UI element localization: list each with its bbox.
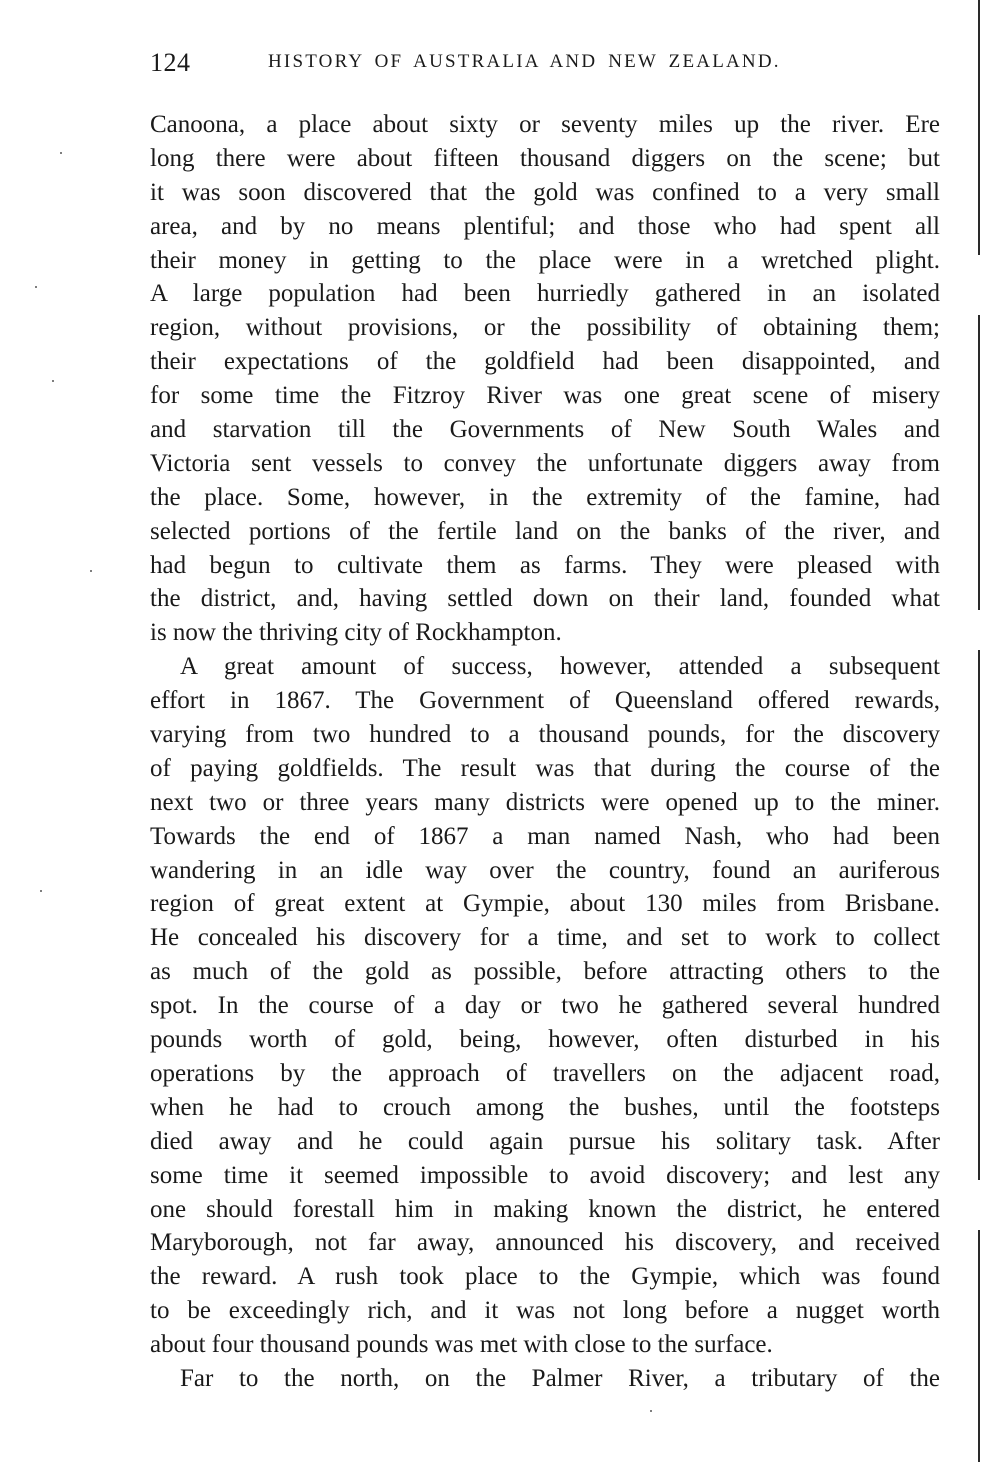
text-line: for some time the Fitzroy River was one great scene of misery [150,382,940,410]
text-line: died away and he could again pursue his solitary task. After [150,1127,940,1155]
scan-edge-gap [976,255,982,315]
text-line: and starvation till the Governments of New South Wales and [150,416,940,444]
text-line: some time it seemed impossible to avoid discovery; and lest any [150,1161,940,1189]
text-line: He concealed his discovery for a time, and set to work to collect [150,924,940,952]
text-line: as much of the gold as possible, before attracting others to the [150,958,940,986]
scan-speck [52,380,54,382]
text-line: the district, and, having settled down on their land, founded what [150,585,940,613]
text-line: operations by the approach of travellers on the adjacent road, [150,1059,940,1087]
paragraph-end-line: is now the thriving city of Rockhampton. [150,619,562,647]
scan-speck [60,152,62,154]
text-line: area, and by no means plentiful; and those who had spent all [150,212,940,240]
text-line: to be exceedingly rich, and it was not long before a nugget worth [150,1297,940,1325]
paragraph-start-line: Far to the north, on the Palmer River, a tributary of the [180,1364,940,1392]
scan-edge-rule [978,0,980,1462]
text-line: the reward. A rush took place to the Gympie, which was found [150,1263,940,1291]
running-title: HISTORY OF AUSTRALIA AND NEW ZEALAND. [268,51,781,72]
scan-speck [40,890,42,892]
text-line: their money in getting to the place were in a wretched plight. [150,246,940,274]
text-line: Maryborough, not far away, announced his discovery, and received [150,1229,940,1257]
text-line: it was soon discovered that the gold was confined to a very small [150,178,940,206]
text-line: Towards the end of 1867 a man named Nash, who had been [150,822,940,850]
scan-speck [90,570,92,572]
text-line: the place. Some, however, in the extremity of the famine, had [150,483,940,511]
text-line: one should forestall him in making known the district, he entered [150,1195,940,1223]
scan-speck [650,1410,652,1412]
body-text [150,108,940,1396]
scan-edge-gap [976,610,982,650]
running-head [150,48,940,82]
text-line: selected portions of the fertile land on the banks of the river, and [150,517,940,545]
text-line: their expectations of the goldfield had been disappointed, and [150,348,940,376]
text-line: pounds worth of gold, being, however, often disturbed in his [150,1026,940,1054]
text-line: long there were about fifteen thousand diggers on the scene; but [150,144,940,172]
scan-speck [35,286,37,288]
text-line: when he had to crouch among the bushes, until the footsteps [150,1093,940,1121]
text-line: effort in 1867. The Government of Queensland offered rewards, [150,687,940,715]
text-line: region of great extent at Gympie, about 130 miles from Brisbane. [150,890,940,918]
text-line: Victoria sent vessels to convey the unfortunate diggers away from [150,449,940,477]
text-line: A large population had been hurriedly gathered in an isolated [150,280,940,308]
text-line: Canoona, a place about sixty or seventy miles up the river. Ere [150,111,940,138]
paragraph-end-line: about four thousand pounds was met with close to the surface. [150,1331,773,1359]
text-line: next two or three years many districts were opened up to the miner. [150,788,940,816]
page-number: 124 [150,48,191,77]
text-line: region, without provisions, or the possibility of obtaining them; [150,314,940,342]
text-line: spot. In the course of a day or two he gathered several hundred [150,992,940,1020]
text-line: of paying goldfields. The result was that during the course of the [150,754,940,782]
scan-edge-gap [976,1180,982,1230]
paragraph-start-line: A great amount of success, however, attended a subsequent [180,653,940,681]
text-line: wandering in an idle way over the country, found an auriferous [150,856,940,884]
text-line: had begun to cultivate them as farms. They were pleased with [150,551,940,579]
text-line: varying from two hundred to a thousand pounds, for the discovery [150,721,940,749]
